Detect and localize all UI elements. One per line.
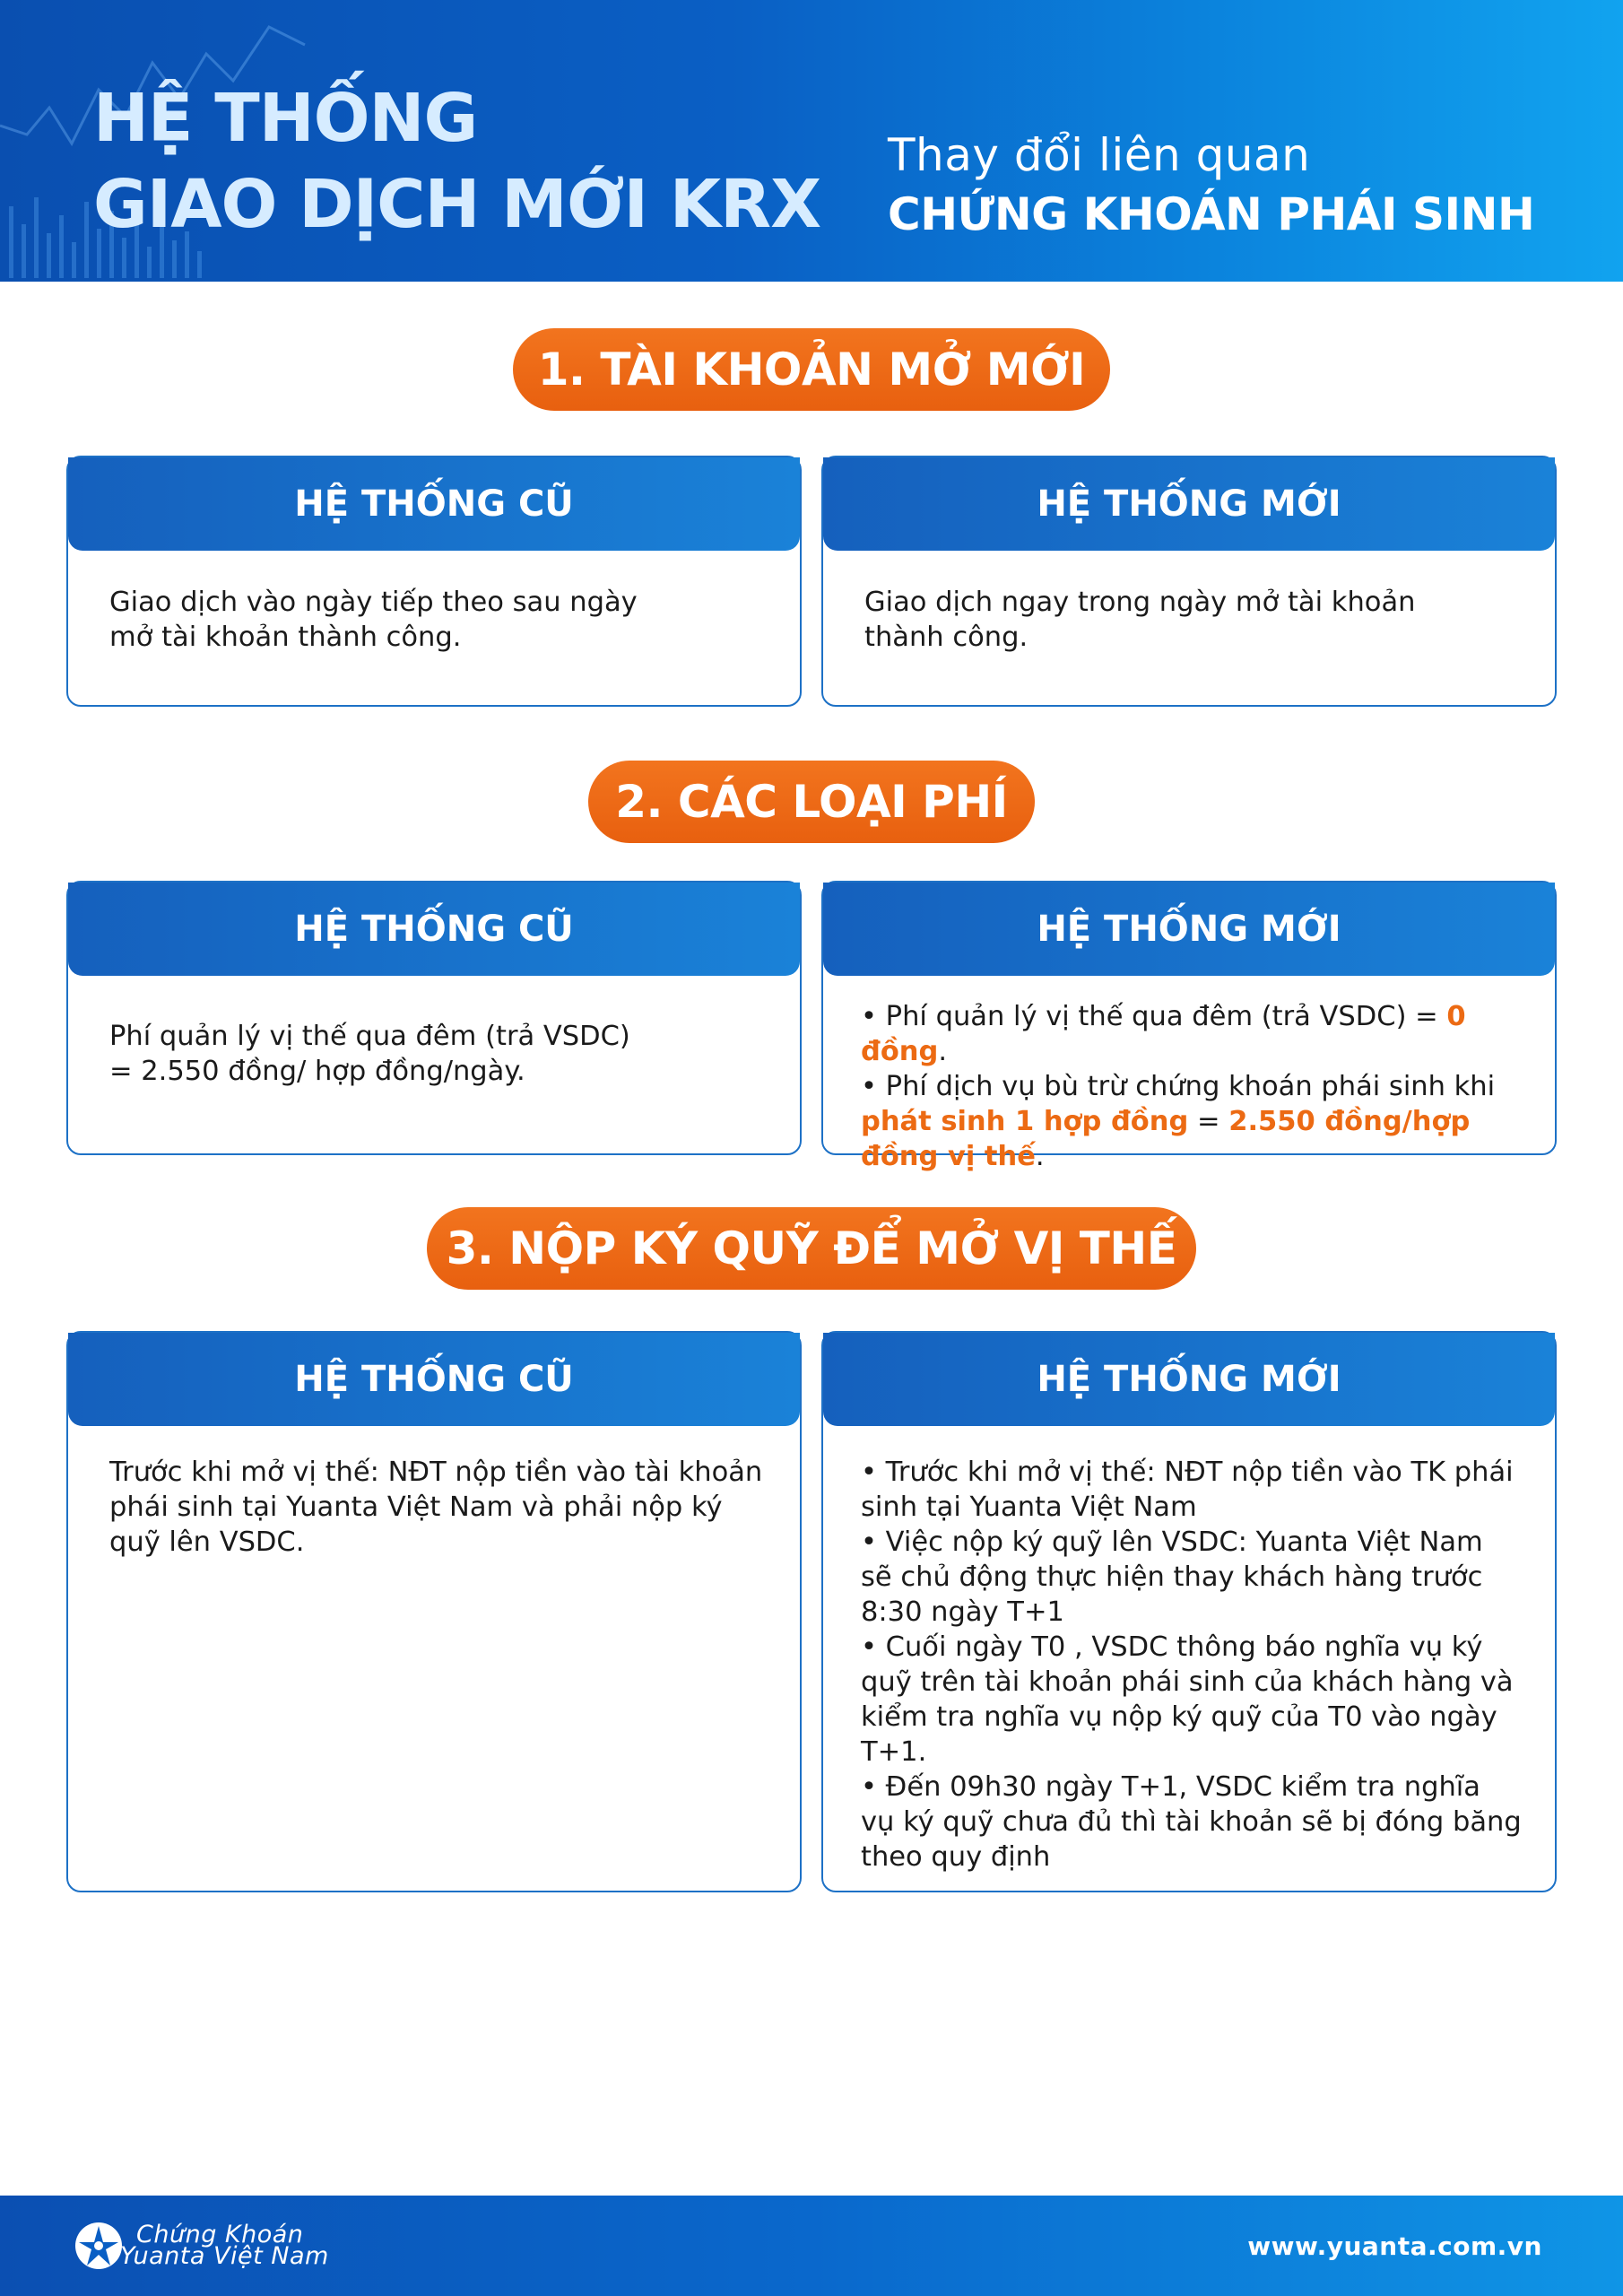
section-3-new-bullet-2: • Việc nộp ký quỹ lên VSDC: Yuanta Việt Nam sẽ chủ động thực hiện thay khách hàng trước 8:30 ngày T+1 <box>861 1526 1483 1628</box>
section-2-old-line-1: Phí quản lý vị thế qua đêm (trả VSDC) <box>109 1021 630 1052</box>
section-2-title: 2. CÁC LOẠI PHÍ <box>588 761 1035 843</box>
page-title <box>93 75 820 248</box>
section-1-title: 1. TÀI KHOẢN MỞ MỚI <box>513 328 1110 411</box>
section-3-old-text: Trước khi mở vị thế: NĐT nộp tiền vào tài khoản phái sinh tại Yuanta Việt Nam và phải nộp ký quỹ lên VSDC. <box>109 1457 763 1558</box>
section-1-new-card <box>821 456 1557 707</box>
section-3-new-bullet-1: • Trước khi mở vị thế: NĐT nộp tiền vào TK phái sinh tại Yuanta Việt Nam <box>861 1457 1514 1523</box>
title-line-2: GIAO DỊCH MỚI KRX <box>93 166 821 243</box>
logo-line-1: Chứng Khoán <box>136 2221 304 2248</box>
section-3-old-card <box>66 1331 802 1892</box>
section-3-old-heading: HỆ THỐNG CŨ <box>68 1333 800 1426</box>
section-1-old-heading: HỆ THỐNG CŨ <box>68 457 800 551</box>
section-2-old-line-2: = 2.550 đồng/ hợp đồng/ngày. <box>109 1056 525 1087</box>
section-3-new-bullet-3: • Cuối ngày T0 , VSDC thông báo nghĩa vụ ký quỹ trên tài khoản phái sinh của khách hàng và kiểm tra nghĩa vụ nộp ký quỹ của T0 vào ngày T+1. <box>861 1631 1514 1768</box>
section-1-old-text: Giao dịch vào ngày tiếp theo sau ngày mở tài khoản thành công. <box>109 587 638 653</box>
bullet-2-text: • Phí dịch vụ bù trừ chứng khoán phái sinh khi <box>861 1071 1496 1102</box>
section-1-old-card <box>66 456 802 707</box>
section-3-new-heading: HỆ THỐNG MỚI <box>823 1333 1555 1426</box>
yuanta-logo-icon <box>74 2221 124 2271</box>
bullet-2-end: . <box>1035 1141 1045 1172</box>
brand-logo-text <box>120 2221 329 2270</box>
fee-zero-highlight: 0 đồng <box>861 1001 1466 1067</box>
subtitle-line-2: CHỨNG KHOÁN PHÁI SINH <box>888 188 1535 240</box>
section-2-old-card <box>66 881 802 1155</box>
header-banner <box>0 0 1623 282</box>
section-3-new-bullet-4: • Đến 09h30 ngày T+1, VSDC kiểm tra nghĩa vụ ký quỹ chưa đủ thì tài khoản sẽ bị đóng băng theo quy định <box>861 1771 1522 1873</box>
website-link[interactable]: www.yuanta.com.vn <box>1247 2231 1542 2261</box>
subtitle-line-1: Thay đổi liên quan <box>888 129 1311 181</box>
title-line-1: HỆ THỐNG <box>93 80 478 157</box>
section-1-new-heading: HỆ THỐNG MỚI <box>823 457 1555 551</box>
section-2-new-bullet-1 <box>861 999 1537 1069</box>
footer-bar <box>0 2196 1623 2296</box>
section-2-old-heading: HỆ THỐNG CŨ <box>68 883 800 976</box>
logo-line-2: Yuanta Việt Nam <box>120 2242 329 2270</box>
bullet-1-text: • Phí quản lý vị thế qua đêm (trả VSDC) = <box>861 1001 1447 1032</box>
bullet-1-end: . <box>938 1036 948 1067</box>
section-1-new-text: Giao dịch ngay trong ngày mở tài khoản thành công. <box>864 587 1416 653</box>
section-2-new-bullet-2 <box>861 1069 1537 1174</box>
section-2-new-heading: HỆ THỐNG MỚI <box>823 883 1555 976</box>
fee-amount-highlight: 2.550 đồng/hợp đồng vị thế <box>861 1106 1471 1172</box>
section-3-new-card <box>821 1331 1557 1892</box>
contract-highlight: phát sinh 1 hợp đồng <box>861 1106 1189 1137</box>
page-subtitle <box>888 126 1534 244</box>
section-2-new-card <box>821 881 1557 1172</box>
bullet-2-equals: = <box>1188 1106 1229 1137</box>
section-3-title: 3. NỘP KÝ QUỸ ĐỂ MỞ VỊ THẾ <box>427 1207 1196 1290</box>
